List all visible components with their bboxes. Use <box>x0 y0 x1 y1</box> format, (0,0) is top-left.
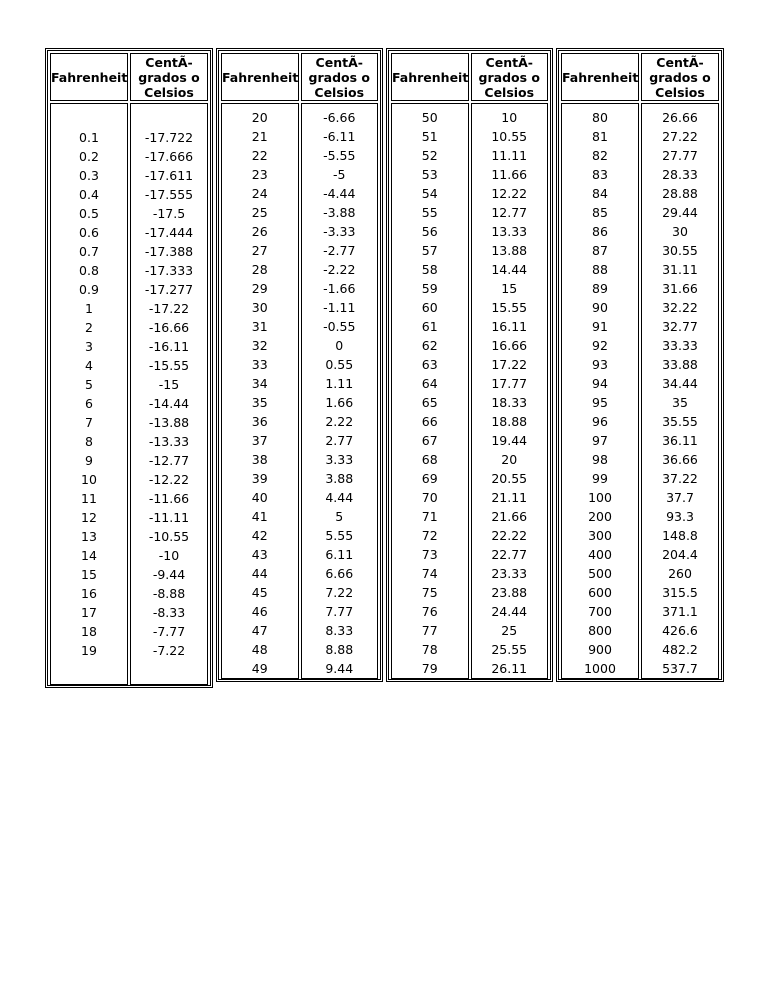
table-2-header-row <box>221 53 378 101</box>
table-4-header-row <box>561 53 719 101</box>
table-1-header-row <box>50 53 208 101</box>
celsius-header: CentÃ- grados o Celsios <box>130 53 208 101</box>
conversion-table-2 <box>216 48 383 682</box>
table-3-grid <box>389 51 550 681</box>
table-4-body-row <box>561 103 719 679</box>
celsius-header: CentÃ- grados o Celsios <box>471 53 549 101</box>
fahrenheit-column: 20 21 22 23 24 25 26 27 28 29 30 31 32 33 34 35 36 37 38 39 40 41 42 43 44 45 46 47 48 49 <box>221 103 299 679</box>
table-2-body-row <box>221 103 378 679</box>
fahrenheit-header: Fahrenheit <box>221 53 299 101</box>
celsius-column: 10 10.55 11.11 11.66 12.22 12.77 13.33 13.88 14.44 15 15.55 16.11 16.66 17.22 17.77 18.33 18.88 19.44 20 20.55 21.11 21.66 22.22 22.77 23.33 23.88 24.44 25 25.55 26.11 <box>471 103 549 679</box>
table-2-grid <box>219 51 380 681</box>
fahrenheit-header: Fahrenheit <box>391 53 469 101</box>
table-4-grid <box>559 51 721 681</box>
conversion-table-3 <box>386 48 553 682</box>
fahrenheit-column: 80 81 82 83 84 85 86 87 88 89 90 91 92 93 94 95 96 97 98 99 100 200 300 400 500 600 700 800 900 1000 <box>561 103 639 679</box>
conversion-table-1 <box>45 48 213 688</box>
celsius-column: 26.66 27.22 27.77 28.33 28.88 29.44 30 30.55 31.11 31.66 32.22 32.77 33.33 33.88 34.44 35 35.55 36.11 36.66 37.22 37.7 93.3 148.8 204.4 260 315.5 371.1 426.6 482.2 537.7 <box>641 103 719 679</box>
celsius-column: -17.722 -17.666 -17.611 -17.555 -17.5 -17.444 -17.388 -17.333 -17.277 -17.22 -16.66 -16.11 -15.55 -15 -14.44 -13.88 -13.33 -12.77 -12.22 -11.66 -11.11 -10.55 -10 -9.44 -8.88 -8.33 -7.77 -7.22 <box>130 103 208 685</box>
table-1-body-row <box>50 103 208 685</box>
fahrenheit-column: 50 51 52 53 54 55 56 57 58 59 60 61 62 63 64 65 66 67 68 69 70 71 72 73 74 75 76 77 78 79 <box>391 103 469 679</box>
celsius-header: CentÃ- grados o Celsios <box>301 53 379 101</box>
table-3-body-row <box>391 103 548 679</box>
fahrenheit-header: Fahrenheit <box>50 53 128 101</box>
celsius-column: -6.66 -6.11 -5.55 -5 -4.44 -3.88 -3.33 -2.77 -2.22 -1.66 -1.11 -0.55 0 0.55 1.11 1.66 2.22 2.77 3.33 3.88 4.44 5 5.55 6.11 6.66 7.22 7.77 8.33 8.88 9.44 <box>301 103 379 679</box>
table-1-grid <box>48 51 210 687</box>
table-3-header-row <box>391 53 548 101</box>
celsius-header: CentÃ- grados o Celsios <box>641 53 719 101</box>
fahrenheit-column: 0.1 0.2 0.3 0.4 0.5 0.6 0.7 0.8 0.9 1 2 3 4 5 6 7 8 9 10 11 12 13 14 15 16 17 18 19 <box>50 103 128 685</box>
conversion-table-4 <box>556 48 724 682</box>
fahrenheit-header: Fahrenheit <box>561 53 639 101</box>
